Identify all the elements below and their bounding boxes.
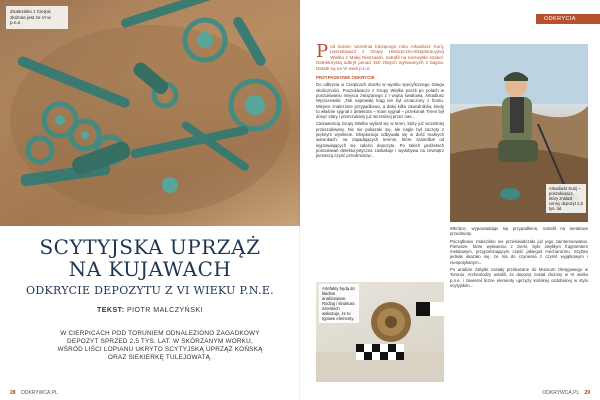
bronze-artifacts-illustration: [0, 0, 300, 226]
footer-site-left: ODKRYWCA.PL: [20, 390, 58, 396]
body-paragraph: Ciekawością Grupy Wielka wybrał się w teren, który już wcześniej przeszukiwany. Nic nie pokazało się, ale nagle był zaczęty z pięknym wynikiem. Eksploracja odbywała się w dość trudnych warunkach: na zapadających terenie, które zaniedbał od wyprawiających się całości depozytu. Po takich gedżetach poszukiwań detektorystyczna zaskakuje i wydobywa na zewnątrz pierwszą część przedmiotów...: [316, 121, 444, 159]
title-line-2: NA KUJAWACH: [68, 257, 232, 281]
body-paragraph: Wkrótce, wypowiadając się przypadkiem, natrafił na metalowe przedmioty.: [450, 226, 588, 237]
text-column-1: [316, 44, 444, 284]
author-name: PIOTR MAŁCZYŃSKI: [126, 307, 204, 314]
title-block: [0, 230, 300, 314]
right-page: [300, 0, 600, 400]
measurement-scale: [356, 344, 404, 360]
photo-artifact-with-scale: [316, 282, 444, 382]
section-tab: ODKRYCIA: [536, 14, 600, 24]
lead-paragraph: W CIERPICACH POD TORUNIEM ODNALEZIONO ZAGADKOWY DEPOZYT SPRZED 2,5 TYS. LAT. W SKÓRZANYM WORKU, WŚRÓD LIŚCI LOPIANU UKRYTO SCYTYJSKĄ UPRZĄŻ KOŃSKĄ ORAZ SIEKIERKĘ TULEJOWATĄ.: [57, 330, 263, 361]
page-number-right: 29: [584, 390, 590, 396]
author-label: TEKST:: [96, 307, 125, 314]
body-paragraph: Początkowo znalezisko nie przeświadczało już jego zainteresowania. Pierwsze, które wyłowiono z ziemi, było zwykłym fragmentem metalowym, przypominającym część jakiegoś mechanizmu. Szybko jednak okazało się, że ma do czynienia z czymś wyjątkowym i niespotykanym...: [450, 238, 588, 265]
article-title: [0, 236, 300, 280]
body-paragraph: Po analizie zabytki zostały przekazane do Muzeum Okręgowego w Toruniu. Archeolodzy ustalili, że depozyt został złożony w VI wieku p.n.e. i zawierał liczne elementy uprzęży końskiej ozdobionej w stylu scytyjskim...: [450, 267, 588, 288]
photo-caption: Znalezisko z Cierpic złożone jest ze VI w. p.n.e.: [6, 6, 68, 29]
author-line: [0, 307, 300, 314]
footer-left: [10, 390, 58, 396]
body-paragraph: Do odkrycia w Cierpicach doszło w wyniku specyficznego zbiegu okoliczności. Poszukiwacze z Grupy Wielka poszli po polach w poszukiwaniu miejsca związanego z I wojną światową. Arkadiusz Wyciszewski: „Tak naprawdę krąg ten był oznaczony z frontu. Miejsce znalezione przypadkowo, a dalej kilku zawodników, kiedy to właśnie sygnał z detektora – mam sygnał – przekonał. Teren był dosyć stary i przeszukany już wcześniej przez nas...: [316, 82, 444, 120]
article-subtitle: ODKRYCIE DEPOZYTU Z VI WIEKU P.N.E.: [26, 284, 274, 297]
title-line-1: SCYTYJSKA UPRZĄŻ: [39, 235, 261, 259]
photo-caption: Arkadiusz Kurij – poszukiwacz, który znalazł cenny depozyt 2,5 tys. lat.: [546, 184, 586, 213]
photo-finder-portrait: [450, 44, 588, 222]
footer-site-right: ODKRYWCA.PL: [542, 390, 580, 396]
hero-photo-bronze-hoard: [0, 0, 300, 226]
footer-right: [542, 390, 590, 396]
photo-caption: Artefakty będą do kładnie analizowane. Rodzaj i struktura szerokich wskazuje, że to typowe elementy.: [319, 284, 359, 323]
section-subheading: PRZYPADKOWE ODKRYCIE: [316, 75, 375, 81]
drop-cap: P: [316, 44, 329, 62]
text-column-2: [450, 226, 588, 376]
page-number-left: 28: [10, 390, 16, 396]
intro-paragraph: od koniec września bieżącego roku Arkadiusz Kurij, poszukiwacz z Grupy Historyczno-Eksploracyjnej Wielka z Małej Nieszawki, natrafił na niezwykłe szabel. Detektorystą odkrył ponad 150 złotych wyłowanych z bagna. Detale są na VI wiek p.n.e.: [316, 44, 444, 71]
